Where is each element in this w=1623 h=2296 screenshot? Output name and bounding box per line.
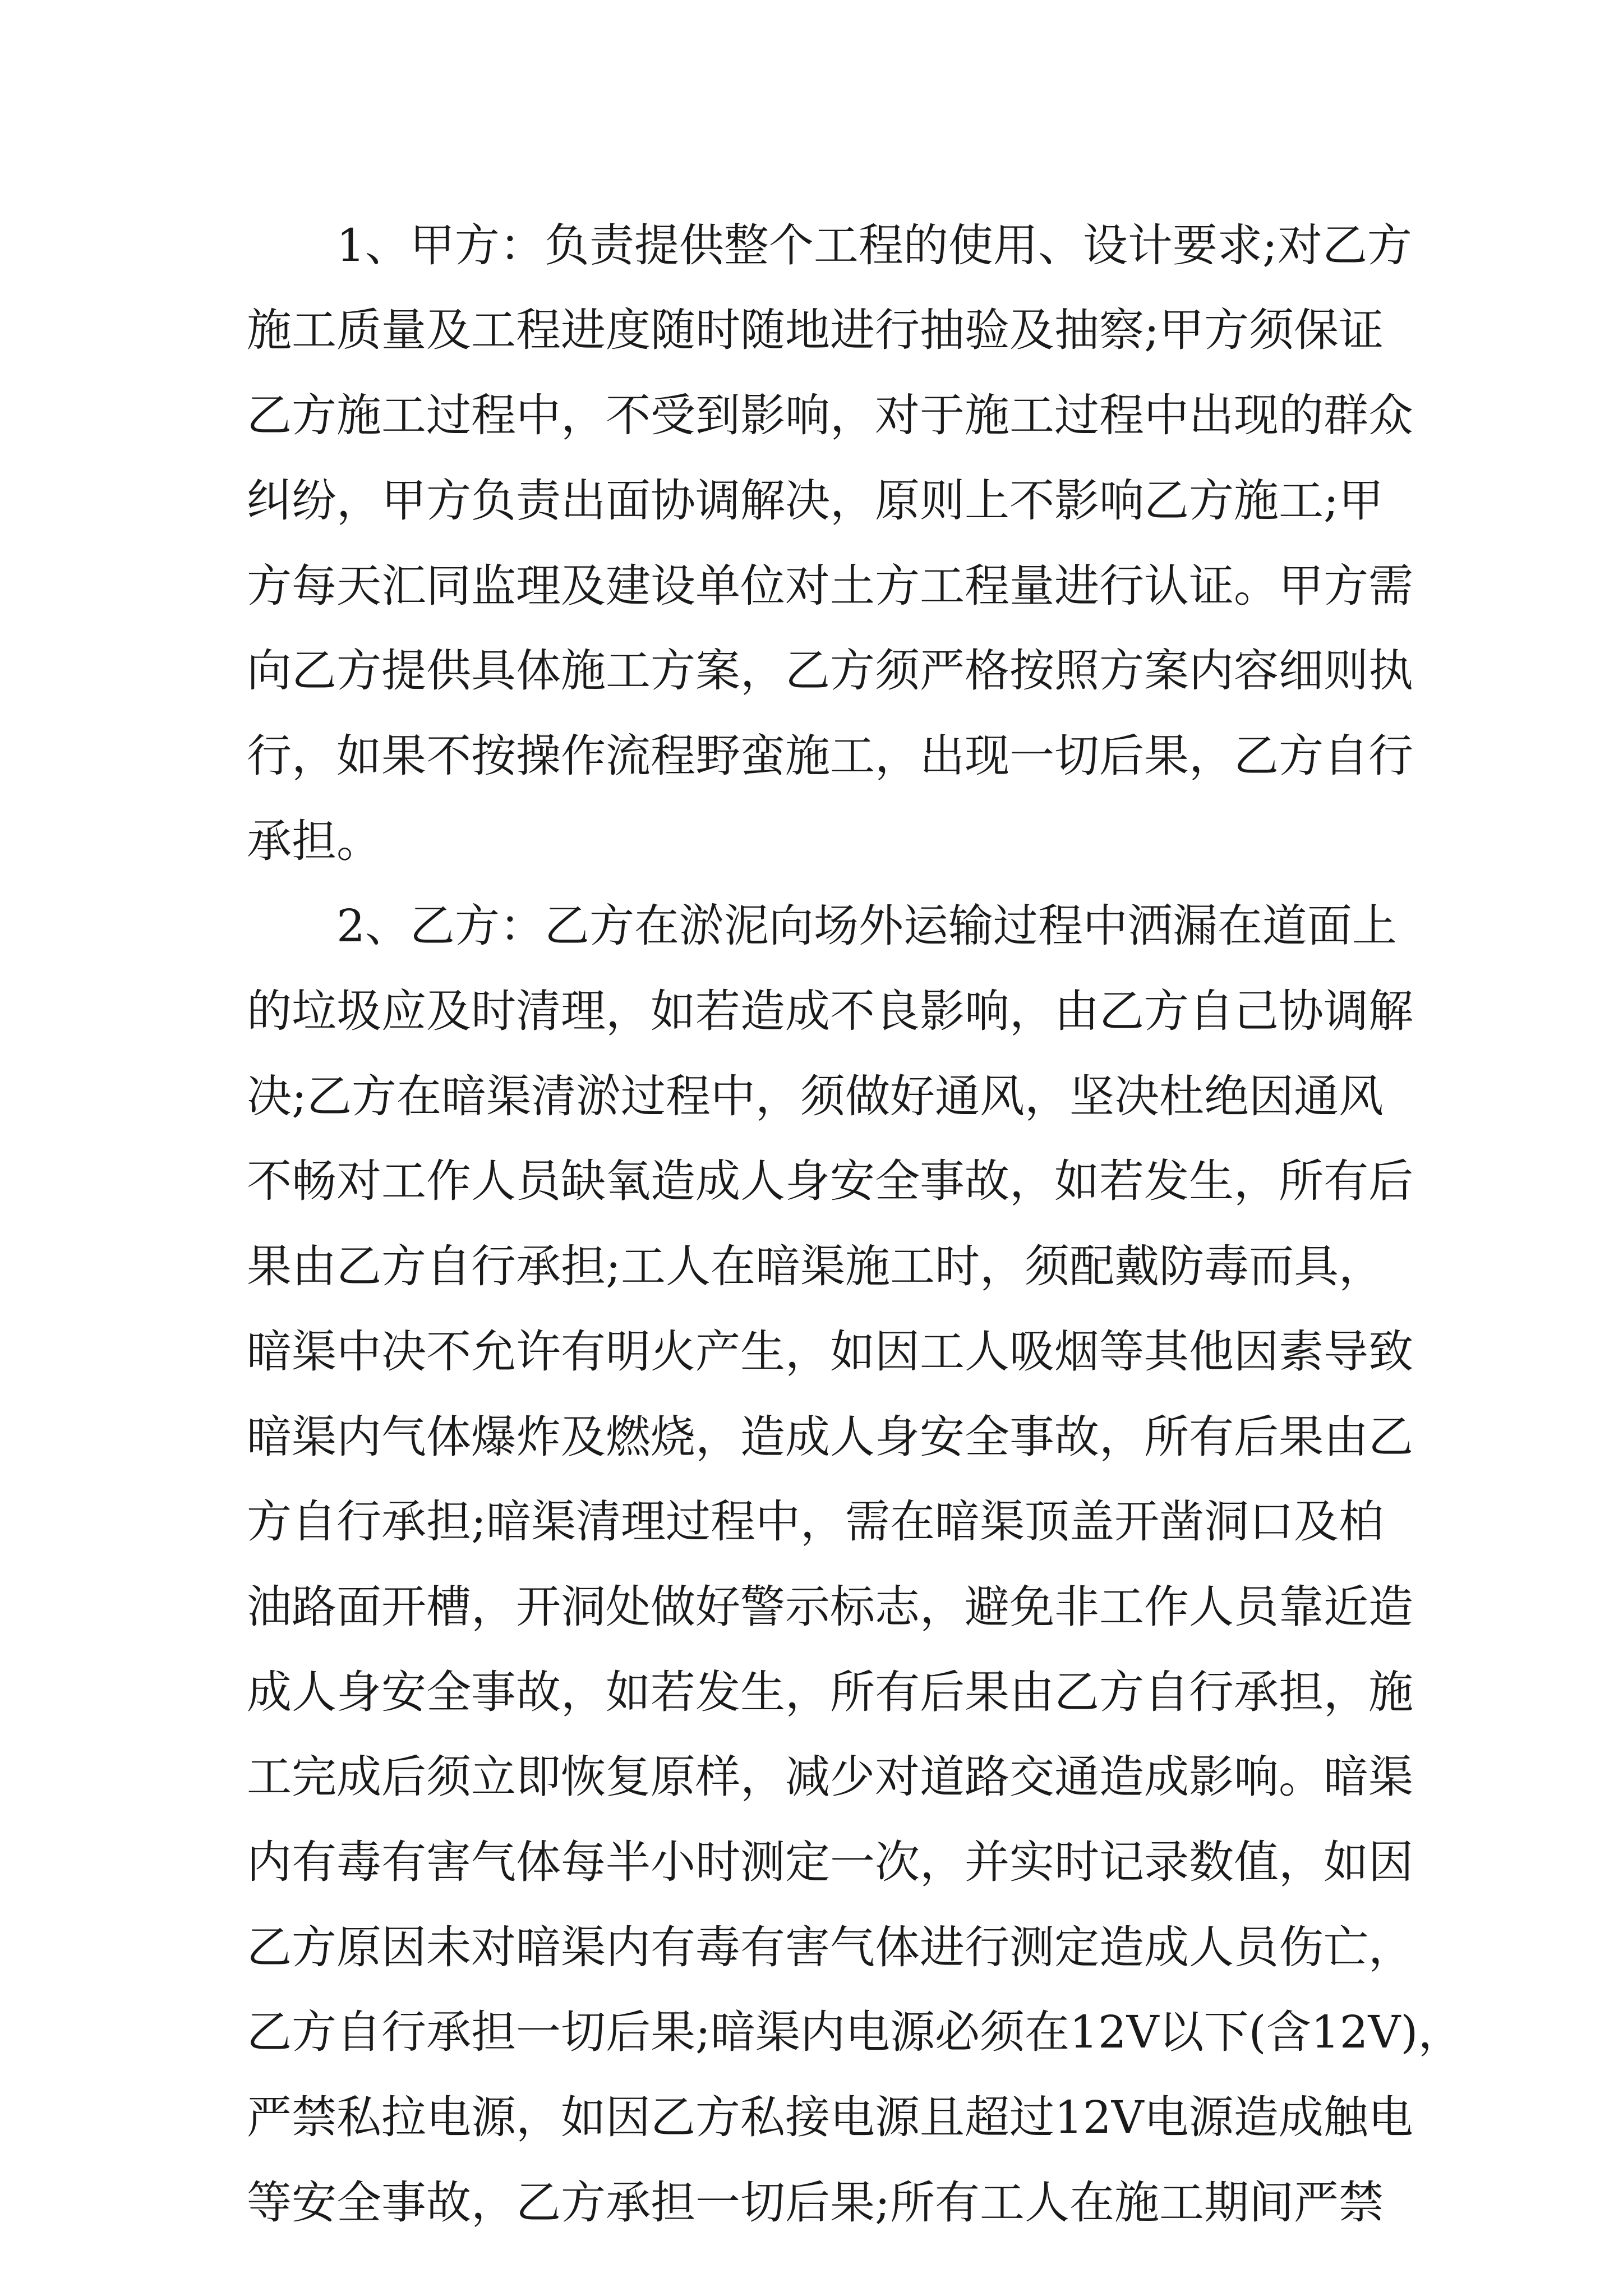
text-line: 乙方原因未对暗渠内有毒有害气体进行测定造成人员伤亡， [247,1921,1413,1973]
text-line: 乙方自行承担一切后果;暗渠内电源必须在12V以下(含12V)， [247,2006,1463,2058]
text-line: 油路面开槽，开洞处做好警示标志，避免非工作人员靠近造 [247,1581,1413,1633]
text-line: 1、甲方：负责提供整个工程的使用、设计要求;对乙方 [336,219,1412,272]
text-line: 果由乙方自行承担;工人在暗渠施工时，须配戴防毒而具， [247,1240,1384,1292]
text-line: 成人身安全事故，如若发生，所有后果由乙方自行承担，施 [247,1666,1413,1718]
text-line: 内有毒有害气体每半小时测定一次，并实时记录数值，如因 [247,1836,1413,1888]
text-line: 的垃圾应及时清理，如若造成不良影响，由乙方自己协调解 [247,985,1413,1037]
text-line: 向乙方提供具体施工方案，乙方须严格按照方案内容细则执 [247,645,1413,697]
text-line: 承担。 [247,815,381,867]
text-line: 严禁私拉电源，如因乙方私接电源且超过12V电源造成触电 [247,2091,1413,2143]
text-line: 不畅对工作人员缺氧造成人身安全事故，如若发生，所有后 [247,1155,1413,1207]
text-line: 工完成后须立即恢复原样，减少对道路交通造成影响。暗渠 [247,1751,1413,1803]
text-line: 2、乙方：乙方在淤泥向场外运输过程中洒漏在道面上 [336,900,1397,952]
text-line: 行，如果不按操作流程野蛮施工，出现一切后果，乙方自行 [247,730,1413,782]
text-line: 纠纷，甲方负责出面协调解决，原则上不影响乙方施工;甲 [247,475,1384,527]
text-line: 暗渠内气体爆炸及燃烧，造成人身安全事故，所有后果由乙 [247,1411,1413,1463]
text-line: 施工质量及工程进度随时随地进行抽验及抽察;甲方须保证 [247,304,1384,356]
text-line: 方每天汇同监理及建设单位对土方工程量进行认证。甲方需 [247,560,1413,612]
text-line: 乙方施工过程中，不受到影响，对于施工过程中出现的群众 [247,389,1413,441]
text-line: 暗渠中决不允许有明火产生，如因工人吸烟等其他因素导致 [247,1326,1413,1378]
text-line: 决;乙方在暗渠清淤过程中，须做好通风，坚决杜绝因通风 [247,1070,1384,1122]
text-line: 等安全事故，乙方承担一切后果;所有工人在施工期间严禁 [247,2177,1384,2229]
text-line: 方自行承担;暗渠清理过程中，需在暗渠顶盖开凿洞口及柏 [247,1496,1384,1548]
